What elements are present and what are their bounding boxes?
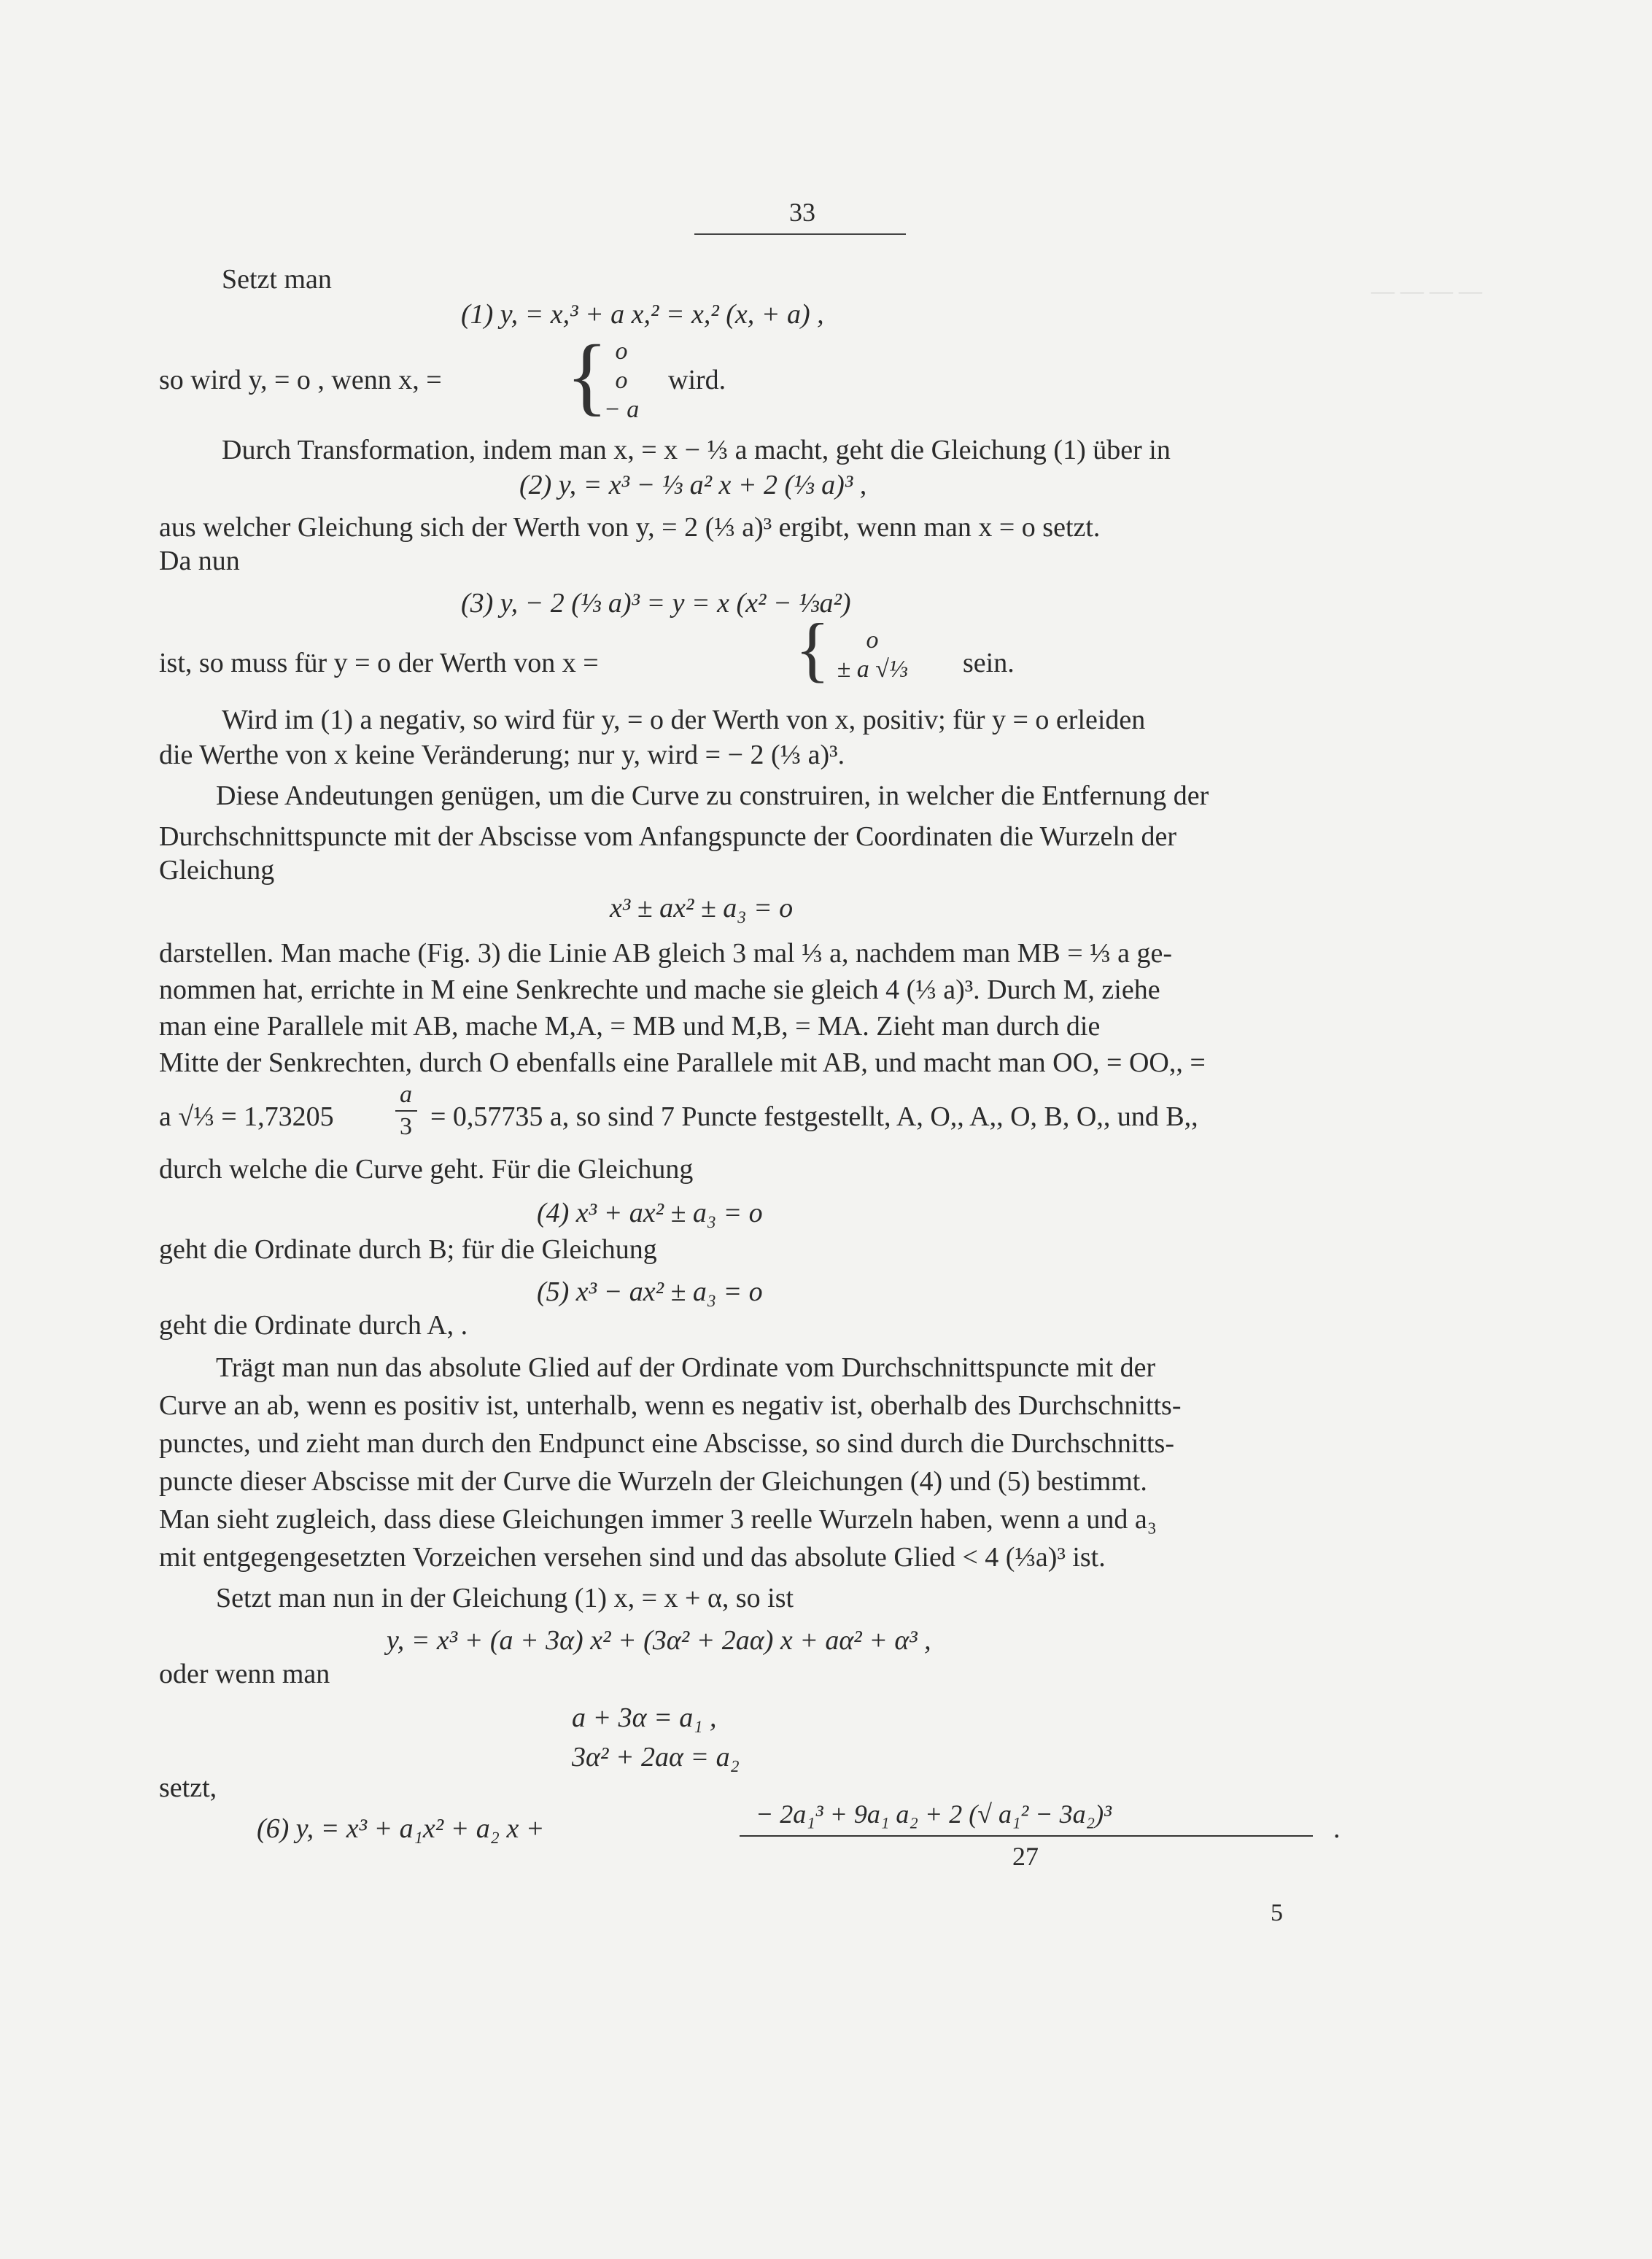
text-line-29: puncte dieser Abscisse mit der Curve die Wurzeln der Gleichungen (4) und (5) bestimmt. (159, 1466, 1147, 1497)
text-line-01: Setzt man (222, 264, 332, 295)
text-line-13: Durchschnittspuncte mit der Abscisse vom Anfangspuncte der Coordinaten die Wurzeln der (159, 821, 1176, 852)
text-line-18: man eine Parallele mit AB, mache M,A, = MB und M,B, = MA. Zieht man durch die (159, 1011, 1101, 1042)
show-through-text: ― ― ― ― (1371, 277, 1482, 303)
brace-value: o (866, 627, 879, 654)
equation-expanded: y, = x³ + (a + 3α) x² + (3α² + 2aα) x + aα² + α³ , (387, 1625, 931, 1656)
text-line-09b: sein. (963, 648, 1015, 678)
text-line-09a: ist, so muss für y = o der Werth von x = (159, 648, 599, 678)
text-line-06: aus welcher Gleichung sich der Werth von y, = 2 (⅓ a)³ ergibt, wenn man x = o setzt. (159, 512, 1101, 543)
brace-value: − a (603, 396, 640, 423)
text-line-28: punctes, und zieht man durch den Endpunct eine Abscisse, so sind durch die Durchschnitts- (159, 1428, 1174, 1459)
equation-6-left: (6) y, = x³ + a₁x² + a₂ x + (257, 1813, 545, 1844)
text-line-30: Man sieht zugleich, dass diese Gleichungen immer 3 reelle Wurzeln haben, wenn a und a₃ (159, 1504, 1157, 1535)
text-line-32: Setzt man nun in der Gleichung (1) x, = x + α, so ist (216, 1583, 794, 1613)
text-line-04: Durch Transformation, indem man x, = x − ⅓ a macht, geht die Gleichung (1) über in (222, 435, 1171, 465)
text-line-11: die Werthe von x keine Veränderung; nur y, wird = − 2 (⅓ a)³. (159, 740, 845, 770)
text-line-16: darstellen. Man mache (Fig. 3) die Linie AB gleich 3 mal ⅓ a, nachdem man MB = ⅓ a ge- (159, 938, 1173, 969)
text-line-03a: so wird y, = o , wenn x, = (159, 365, 442, 395)
text-line-21: durch welche die Curve geht. Für die Gleichung (159, 1154, 694, 1185)
brace-values-1 (600, 337, 643, 425)
text-line-34: oder wenn man (159, 1659, 330, 1689)
fraction-numerator: a (400, 1081, 412, 1108)
text-line-37: setzt, (159, 1772, 217, 1803)
text-line-17: nommen hat, errichte in M eine Senkrechte und mache sie gleich 4 (⅓ a)³. Durch M, ziehe (159, 974, 1160, 1005)
equation-1: (1) y, = x,³ + a x,² = x,² (x, + a) , (461, 299, 824, 330)
text-line-07: Da nun (159, 546, 240, 576)
text-line-25: geht die Ordinate durch A, . (159, 1310, 468, 1341)
text-line-27: Curve an ab, wenn es positiv ist, unterhalb, wenn es negativ ist, oberhalb des Durchschnitts- (159, 1390, 1182, 1421)
equation-cubic: x³ ± ax² ± a₃ = o (610, 893, 794, 923)
text-line-14: Gleichung (159, 855, 275, 886)
text-line-20a: a √⅓ = 1,73205 (159, 1101, 334, 1132)
text-line-20b: = 0,57735 a, so sind 7 Puncte festgestellt, A, O,, A,, O, B, O,, und B,, (430, 1101, 1198, 1132)
left-brace: { (795, 608, 830, 689)
equation-6-period: . (1333, 1813, 1341, 1844)
text-line-10: Wird im (1) a negativ, so wird für y, = o der Werth von x, positiv; für y = o erleiden (222, 705, 1146, 735)
text-line-26: Trägt man nun das absolute Glied auf der Ordinate vom Durchschnittspuncte mit der (216, 1352, 1156, 1383)
page-number: 33 (789, 198, 815, 227)
equation-3: (3) y, − 2 (⅓ a)³ = y = x (x² − ⅓a²) (461, 588, 851, 619)
equation-4: (4) x³ + ax² ± a₃ = o (537, 1198, 763, 1228)
equation-6-fraction-bar (740, 1835, 1313, 1837)
text-line-19: Mitte der Senkrechten, durch O ebenfalls eine Parallele mit AB, und macht man OO, = OO,, = (159, 1047, 1206, 1078)
text-line-31: mit entgegengesetzten Vorzeichen versehen sind und das absolute Glied < 4 (⅓a)³ ist. (159, 1542, 1106, 1573)
equation-2: (2) y, = x³ − ⅓ a² x + 2 (⅓ a)³ , (519, 470, 867, 500)
brace-value: o (615, 338, 628, 365)
text-line-12: Diese Andeutungen genügen, um die Curve zu construiren, in welcher die Entfernung der (216, 780, 1209, 811)
text-line-03b: wird. (668, 365, 726, 395)
header-rule (694, 233, 906, 235)
left-brace: { (566, 327, 608, 424)
equation-6-denominator: 27 (1012, 1842, 1039, 1871)
brace-value: o (615, 367, 628, 394)
signature-mark: 5 (1271, 1899, 1283, 1926)
equation-a2: 3α² + 2aα = a₂ (572, 1742, 740, 1772)
equation-5: (5) x³ − ax² ± a₃ = o (537, 1276, 763, 1307)
equation-6-numerator: − 2a₁³ + 9a₁ a₂ + 2 (√ a₁² − 3a₂)³ (756, 1799, 1112, 1829)
brace-values-2 (821, 626, 923, 684)
fraction-denominator: 3 (400, 1113, 412, 1140)
text-line-23: geht die Ordinate durch B; für die Gleichung (159, 1234, 657, 1265)
brace-value: ± a √⅓ (837, 656, 908, 683)
equation-a1: a + 3α = a₁ , (572, 1702, 717, 1733)
